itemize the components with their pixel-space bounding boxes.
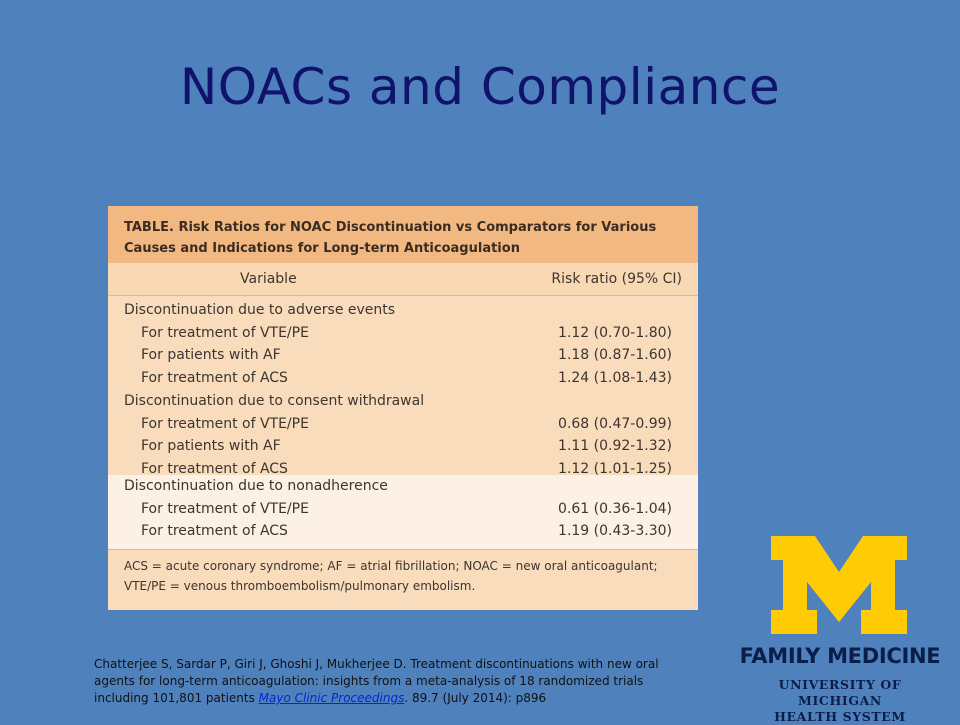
- table-row: [108, 435, 698, 458]
- header-risk-ratio: Risk ratio (95% CI): [551, 271, 682, 287]
- logo-university: UNIVERSITY OF MICHIGAN: [778, 677, 902, 708]
- group-label-row: [108, 299, 698, 322]
- table-row: [108, 520, 698, 543]
- table-row: [108, 344, 698, 367]
- table-row: [108, 413, 698, 436]
- row-label: For patients with AF: [141, 438, 281, 454]
- citation-text: Chatterjee S, Sardar P, Giri J, Ghoshi J, Mukherjee D. Treatment discontinuations with new oral agents for long-term anticoagulation: insights from a meta-analysis of 18 randomized trials including 101,801 patients: [94, 657, 659, 705]
- group-label: Discontinuation due to consent withdrawal: [124, 393, 425, 409]
- row-value: 1.24 (1.08-1.43): [558, 369, 672, 386]
- table-row: [108, 367, 698, 390]
- row-value: 1.19 (0.43-3.30): [558, 523, 672, 539]
- table-header: [108, 263, 698, 296]
- citation: [94, 656, 684, 707]
- slide-title: NOACs and Compliance: [179, 58, 781, 116]
- risk-ratio-table: [108, 206, 698, 610]
- group-adverse-events: [108, 296, 698, 390]
- group-nonadherence: [108, 475, 698, 549]
- row-label: For treatment of VTE/PE: [141, 500, 309, 517]
- group-label-row: [108, 390, 698, 413]
- row-label: For patients with AF: [141, 347, 281, 363]
- block-m-shape: [771, 536, 907, 634]
- logo-family-medicine: FAMILY MEDICINE: [739, 644, 941, 668]
- row-value: 0.61 (0.36-1.04): [558, 500, 672, 517]
- header-variable: Variable: [240, 271, 297, 287]
- row-label: For treatment of ACS: [141, 460, 288, 477]
- table-caption: TABLE. Risk Ratios for NOAC Discontinuation vs Comparators for Various Causes and Indications for Long-term Anticoagulation: [108, 206, 698, 263]
- row-label: For treatment of VTE/PE: [141, 415, 309, 432]
- table-row: [108, 322, 698, 345]
- table-row: [108, 498, 698, 521]
- logo-health-system: HEALTH SYSTEM: [774, 709, 906, 724]
- group-consent-withdrawal: [108, 390, 698, 475]
- citation-tail: . 89.7 (July 2014): p896: [404, 691, 547, 705]
- row-label: For treatment of VTE/PE: [141, 324, 309, 341]
- block-m-logo-icon: [771, 536, 907, 634]
- row-value: 1.11 (0.92-1.32): [558, 438, 672, 454]
- row-value: 1.12 (1.01-1.25): [558, 460, 672, 477]
- journal-link[interactable]: Mayo Clinic Proceedings: [258, 691, 405, 705]
- row-label: For treatment of ACS: [141, 523, 288, 539]
- logo-subtitle: [738, 677, 942, 725]
- group-label: Discontinuation due to nonadherence: [124, 478, 388, 494]
- group-label: Discontinuation due to adverse events: [124, 302, 396, 318]
- row-value: 0.68 (0.47-0.99): [558, 415, 672, 432]
- row-label: For treatment of ACS: [141, 369, 288, 386]
- row-value: 1.18 (0.87-1.60): [558, 347, 672, 363]
- table-footnote: ACS = acute coronary syndrome; AF = atrial fibrillation; NOAC = new oral anticoagulant; VTE/PE = venous thromboembolism/pulmonary embolism.: [108, 549, 698, 610]
- row-value: 1.12 (0.70-1.80): [558, 324, 672, 341]
